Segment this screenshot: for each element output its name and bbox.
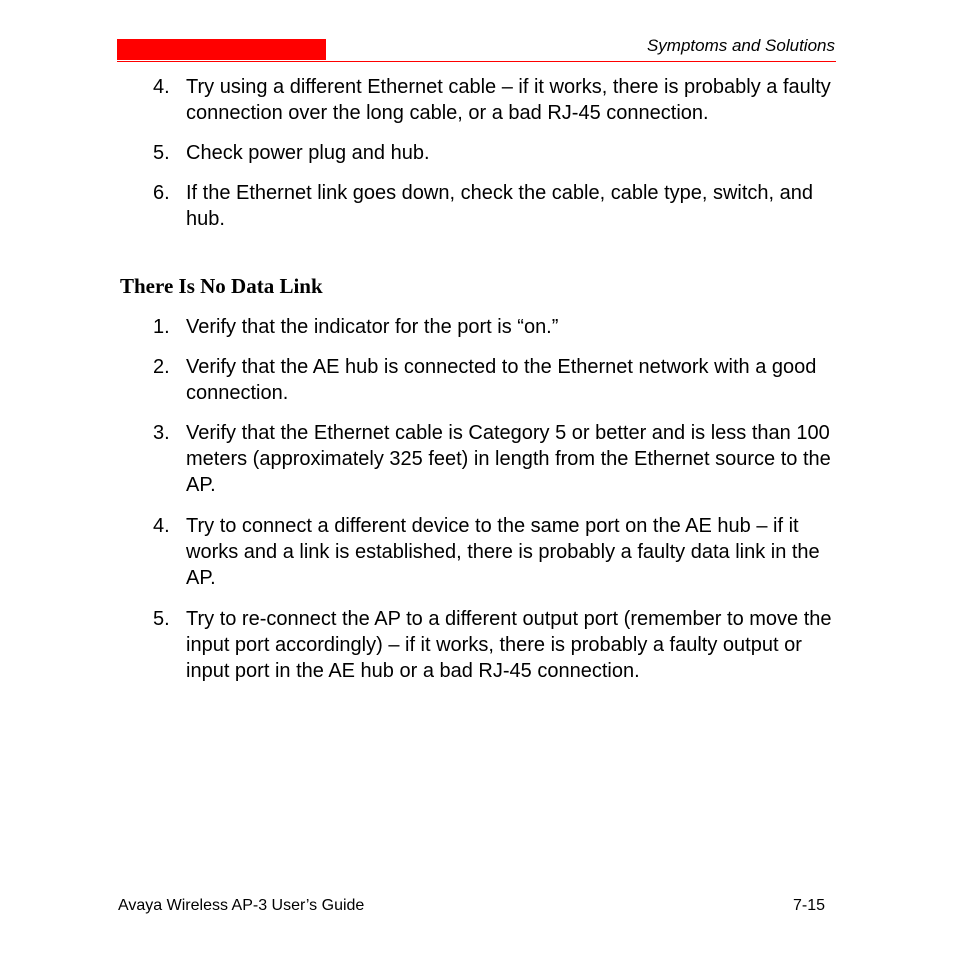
list-item-text: Verify that the Ethernet cable is Category 5 or better and is less than 100 meters (approximately 325 feet) in length from the Ethernet source to the AP. <box>186 422 831 496</box>
list-item-number: 6. <box>153 182 170 204</box>
footer-page-number: 7-15 <box>792 897 825 914</box>
header-accent-bar <box>117 39 326 60</box>
section-heading: There Is No Data Link <box>120 274 323 298</box>
list-item-text: Verify that the indicator for the port is “on.” <box>186 316 559 338</box>
list-item-number: 3. <box>153 422 170 444</box>
list-item-text: Check power plug and hub. <box>186 142 430 164</box>
list-item-number: 5. <box>153 608 170 630</box>
list-item-text: Try to connect a different device to the same port on the AE hub – if it works and a link is established, there is probably a faulty data link in the AP. <box>186 515 820 589</box>
list-item-text: Verify that the AE hub is connected to the Ethernet network with a good connection. <box>186 356 817 404</box>
list-item-number: 2. <box>153 356 170 378</box>
header-rule <box>117 61 836 62</box>
footer-book-title: Avaya Wireless AP-3 User’s Guide <box>118 897 365 914</box>
list-item-number: 4. <box>153 76 170 98</box>
list-item-number: 4. <box>153 515 170 537</box>
list-item-text: Try to re-connect the AP to a different output port (remember to move the input port accordingly) – if it works, there is probably a faulty output or input port in the AE hub or a bad RJ-45 connection. <box>186 608 832 682</box>
list-item-text: If the Ethernet link goes down, check the cable, cable type, switch, and hub. <box>186 182 814 230</box>
list-item-text: Try using a different Ethernet cable – if it works, there is probably a faulty connection over the long cable, or a bad RJ-45 connection. <box>186 76 831 124</box>
running-head: Symptoms and Solutions <box>646 36 835 55</box>
list-item-number: 5. <box>153 142 170 164</box>
list-item-number: 1. <box>153 316 170 338</box>
